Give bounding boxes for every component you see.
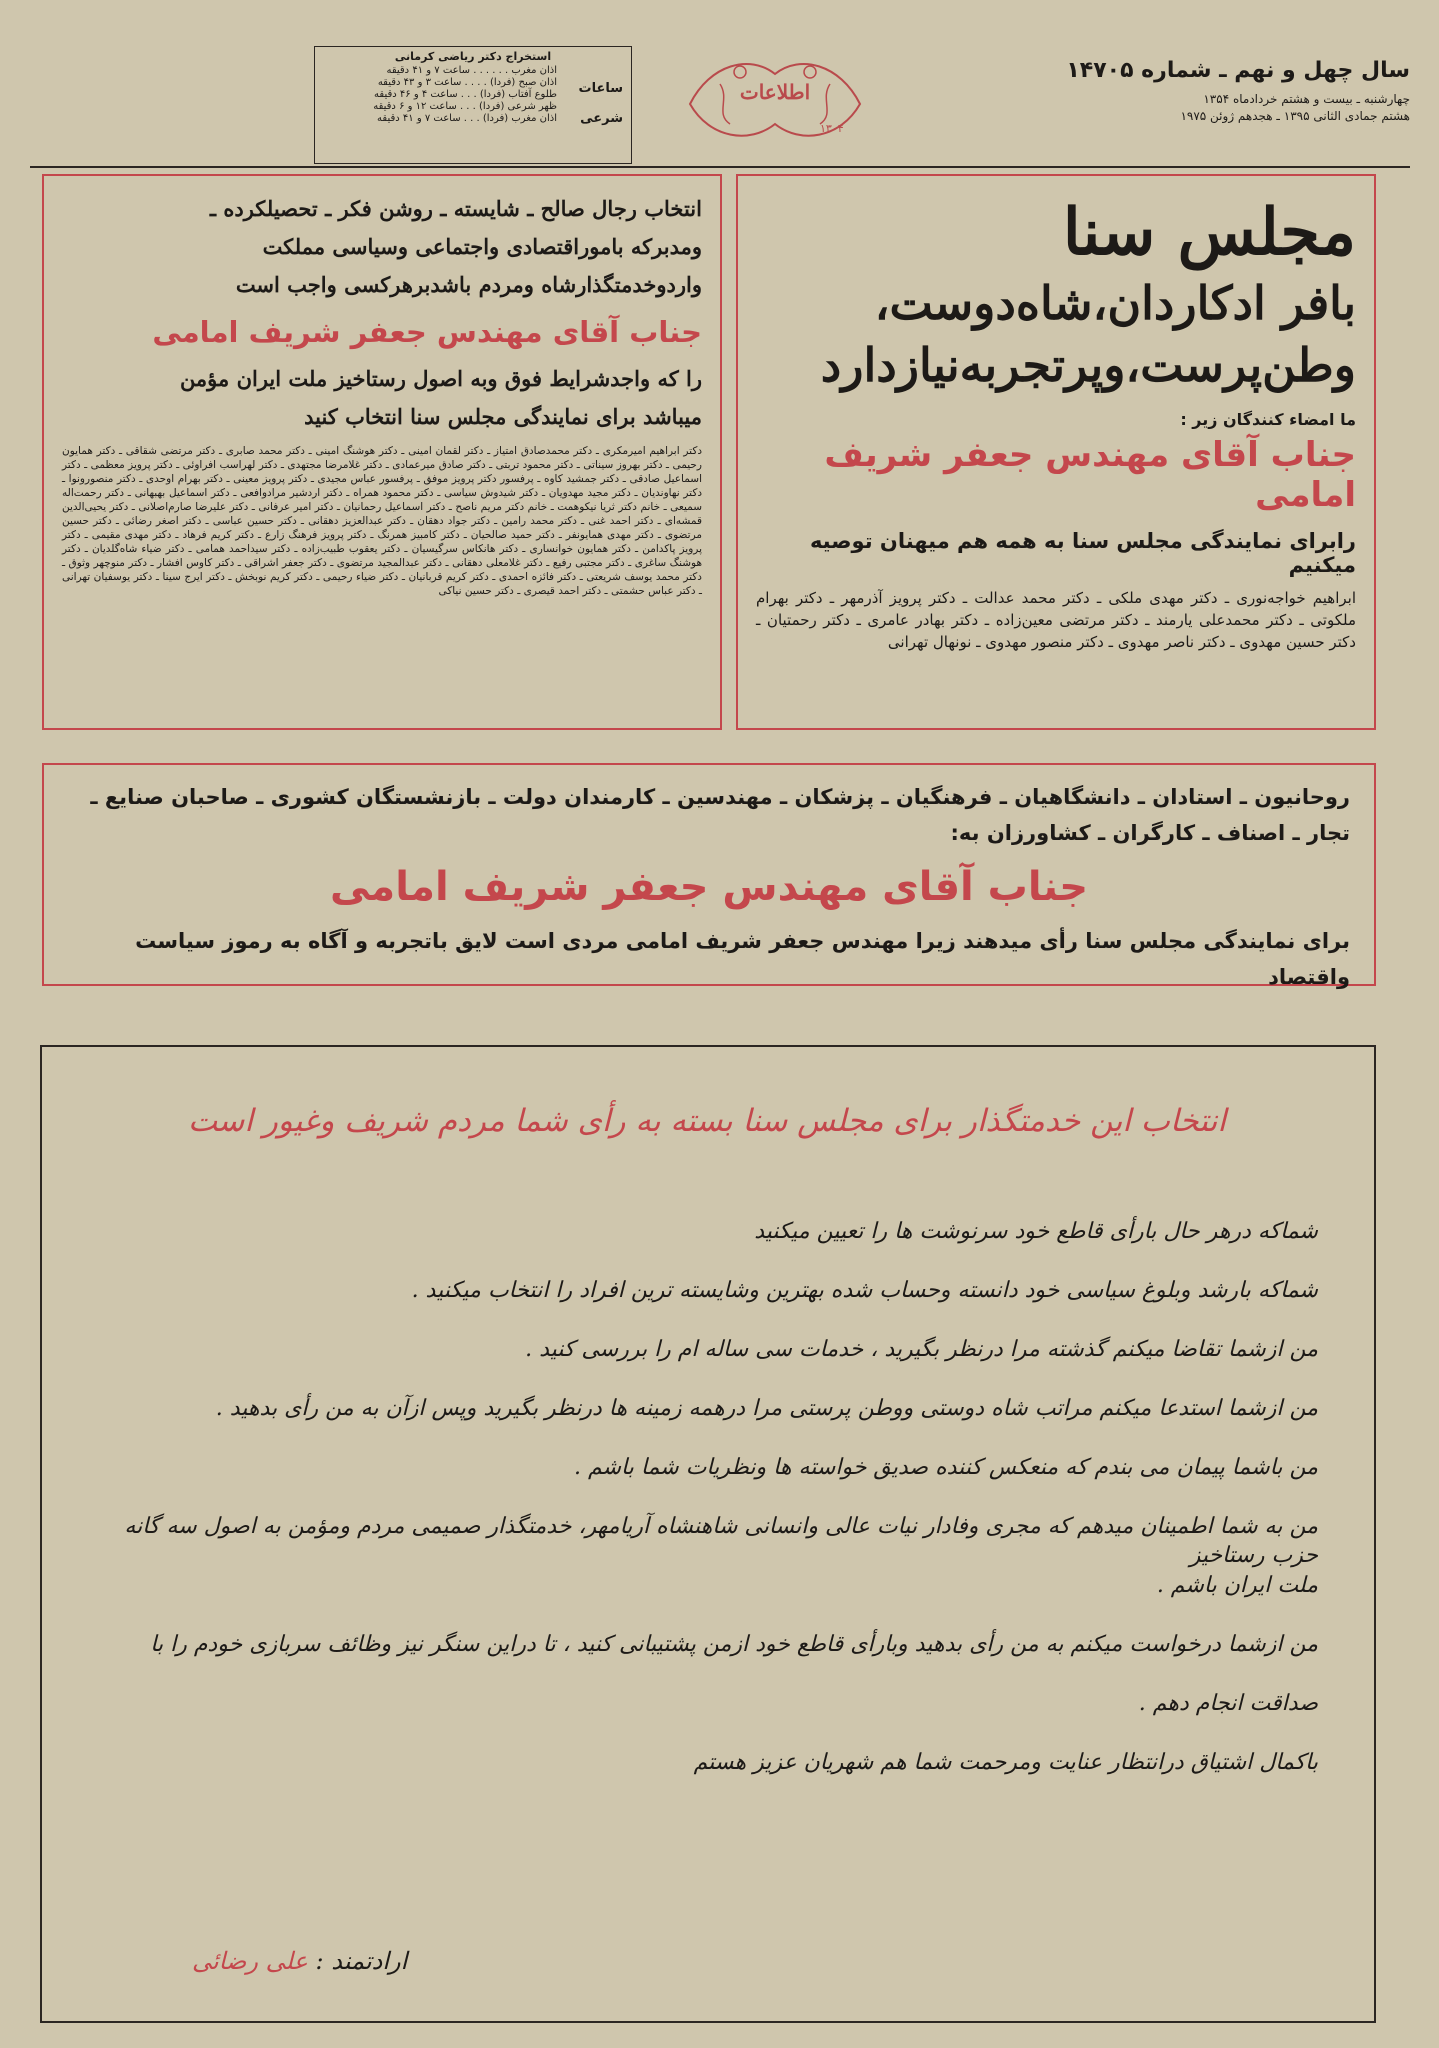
prayer-times-list xyxy=(323,65,623,125)
groups-reason: برای نمایندگی مجلس سنا رأی میدهند زیرا مهندس جعفر شریف امامی مردی است لایق باتجربه و آگاه به رموز سیاست واقتصاد xyxy=(135,929,1350,989)
prayer-times-label-1: ساعات xyxy=(578,81,623,96)
letter-body xyxy=(98,1217,1318,1807)
letter-line: من به شما اطمینان میدهم که مجری وفادار نیات عالی وانسانی شاهنشاه آریامهر، خدمتگذار صمیمی مردم ومؤمن به اصول سه گانه حزب رستاخیز xyxy=(124,1514,1318,1568)
prayer-time-item: طلوع آفتاب (فردا) . . . ساعت ۴ و ۴۶ دقیقه xyxy=(374,89,557,100)
candidate-name: جناب آقای مهندس جعفر شریف امامی xyxy=(152,315,702,349)
masthead xyxy=(30,40,1410,168)
ad-lead-line: ومدبرکه باموراقتصادی واجتماعی وسیاسی مملکت xyxy=(262,234,702,259)
prayer-time-item: اذان صبح (فردا) . . . . ساعت ۳ و ۴۳ دقیقه xyxy=(377,77,557,88)
signatory-list: دکتر ابراهیم امیرمکری ـ دکتر محمدصادق امتیاز ـ دکتر لقمان امینی ـ دکتر هوشنگ امینی ـ دکتر محمد صابری ـ دکتر مرتضی شقاقی ـ دکتر همایون رحیمی ـ دکتر بهروز سیناتی ـ دکتر محمود تربتی ـ دکتر صادق میرعمادی ـ دکتر غلامرضا مجتهدی ـ دکتر لهراسب افراوئی ـ دکتر پرویز معظمی ـ دکتر اسماعیل صادقی ـ دکتر جمشید کاوه ـ پرفسور دکتر پرویز موفق ـ پرفسور عباس مجیدی ـ دکتر پرویز معینی ـ دکتر بهرام اوحدی ـ دکتر منصورونوا ـ دکتر نهاوندیان ـ دکتر مجید مهدویان ـ دکتر شیدوش سیاسی ـ دکتر محمود همراه ـ دکتر اردشیر مرادوافعی ـ دکتر اسماعیل بهبهانی ـ دکتر رحمت‌اله سمیعی ـ خانم دکتر ثریا نیکوهمت ـ خانم دکتر مریم ناصح ـ دکتر اسماعیل رحمانیان ـ دکتر امیر عرفانی ـ دکتر علیرضا صارم‌اصلانی ـ دکتر یحیی‌الدین قمشه‌ای ـ دکتر احمد غنی ـ دکتر محمد رامین ـ دکتر جواد دهقان ـ دکتر عبدالعزیز دهقانی ـ دکتر حسین عباسی ـ دکتر اصغر رضائی ـ دکتر حسین مرتضوی ـ دکتر مهدی همایونفر ـ دکتر حمید صالحیان ـ دکتر کامبیز همرنگ ـ دکتر پرویز فرهنگ زارع ـ دکتر کریم فرهاد ـ دکتر مهدی مقیمی ـ دکتر پرویز پاکدامن ـ دکتر همایون خوانساری ـ دکتر هانکاس سرگیسیان ـ دکتر یعقوب طبیب‌زاده ـ دکتر سیداحمد همامی ـ دکتر ضیاء شاه‌گلدیان ـ دکتر هوشنگ ساغری ـ دکتر مجتبی رفیع ـ دکتر غلامعلی دهقانی ـ دکتر عبدالمجید مرتضوی ـ دکتر جعفر اشراقی ـ دکتر کاوس افشار ـ دکتر منوچهر وثوق ـ دکتر محمد یوسف شریعتی ـ دکتر فائزه احمدی ـ دکتر کریم قربانیان ـ دکتر ضیاء رحیمی ـ دکتر کریم نوبخش ـ دکتر ایرج سینا ـ دکتر یوسفیان تهرانی ـ دکتر عباس حشمتی ـ دکتر احمد قیصری ـ دکتر حسین نیاکی xyxy=(62,445,702,597)
letter-title: انتخاب این خدمتگذار برای مجلس سنا بسته به رأی شما مردم شریف وغیور است xyxy=(187,1103,1227,1139)
issue-info xyxy=(850,58,1410,125)
candidate-name: جناب آقای مهندس جعفر شریف امامی xyxy=(824,435,1356,515)
letter-line: شماکه درهر حال بارأی قاطع خود سرنوشت ها را تعیین میکنید xyxy=(754,1219,1318,1244)
signatory-list: ابراهیم خواجه‌نوری ـ دکتر مهدی ملکی ـ دکتر محمد عدالت ـ دکتر پرویز آذرمهر ـ دکتر بهرام ملکوتی ـ دکتر محمدعلی یارمند ـ دکتر مرتضی معین‌زاده ـ دکتر بهادر عامری ـ دکتر رحمتیان ـ دکتر حسین مهدوی ـ دکتر ناصر مهدوی ـ دکتر منصور مهدوی ـ نونهال تهرانی xyxy=(756,589,1356,651)
senate-headline: مجلس سنا xyxy=(1062,195,1356,270)
signoff-label: ارادتمند : xyxy=(315,1947,408,1975)
letter-line: من ازشما استدعا میکنم مراتب شاه دوستی ووطن پرستی مرا درهمه زمینه ها درنظر بگیرید وپس ازآن به من رأی بدهید . xyxy=(215,1396,1318,1421)
issue-number: سال چهل و نهم ـ شماره ۱۴۷۰۵ xyxy=(1066,58,1410,83)
recommendation: رابرای نمایندگی مجلس سنا به همه هم میهنان توصیه میکنیم xyxy=(809,529,1356,577)
logo-year: ۱۳۰۴ xyxy=(820,122,844,135)
prayer-time-item: اذان مغرب . . . . . . ساعت ۷ و ۴۱ دقیقه xyxy=(386,65,557,76)
letter-line: من ازشما درخواست میکنم به من رأی بدهید وبارأی قاطع خود ازمن پشتیبانی کنید ، تا دراین سنگر نیز وظائف سربازی خودم را با xyxy=(150,1632,1318,1657)
letter-line: باکمال اشتیاق درانتظار عنایت ومرحمت شما هم شهریان عزیز هستم xyxy=(693,1750,1318,1775)
ad-tail-line: میباشد برای نمایندگی مجلس سنا انتخاب کنید xyxy=(304,404,702,429)
handwritten-letter xyxy=(40,1045,1376,2023)
ad-tail-line: را که واجدشرایط فوق وبه اصول رستاخیز ملت ایران مؤمن xyxy=(179,366,702,391)
letter-line: شماکه بارشد وبلوغ سیاسی خود دانسته وحساب شده بهترین وشایسته ترین افراد را انتخاب میکنید . xyxy=(411,1278,1318,1303)
groups-line: تجار ـ اصناف ـ کارگران ـ کشاورزان به: xyxy=(950,821,1350,845)
date-lunar-gregorian: هشتم جمادی الثانی ۱۳۹۵ ـ هجدهم ژوئن ۱۹۷۵ xyxy=(1180,109,1410,123)
ad-lead-line: انتخاب رجال صالح ـ شایسته ـ روشن فکر ـ تحصیلکرده ـ xyxy=(209,196,702,221)
ad-lead-line: واردوخدمتگذارشاه ومردم باشدبرهرکسی واجب است xyxy=(235,272,702,297)
prayer-time-item: ظهر شرعی (فردا) . . . ساعت ۱۲ و ۶ دقیقه xyxy=(373,101,557,112)
letter-signoff xyxy=(192,1947,407,1975)
signoff-name: علی رضائی xyxy=(192,1947,308,1975)
letter-line: ملت ایران باشم . xyxy=(1156,1573,1318,1598)
signers-lead: ما امضاء کنندگان زیر : xyxy=(1180,410,1356,429)
letter-line: من باشما پیمان می بندم که منعکس کننده صدیق خواسته ها ونظریات شما باشم . xyxy=(573,1455,1318,1480)
groups-ad-box xyxy=(42,763,1376,989)
senate-subheadline-1: بافر ادکاردان،شاه‌دوست، xyxy=(874,276,1356,330)
groups-line: روحانیون ـ استادان ـ دانشگاهیان ـ فرهنگیان ـ پزشکان ـ مهندسین ـ کارمندان دولت ـ بازنشستگان کشوری ـ صاحبان صنایع ـ xyxy=(90,785,1350,809)
prayer-times-heading: استخراج دکتر ریاضی کرمانی xyxy=(394,50,552,63)
newspaper-logo xyxy=(670,44,880,152)
logo-title: اطلاعات xyxy=(739,80,811,104)
doctors-ad-box xyxy=(42,174,722,730)
date-persian: چهارشنبه ـ بیست و هشتم خردادماه ۱۳۵۴ xyxy=(1203,92,1410,106)
masthead-divider xyxy=(30,166,1410,168)
prayer-times-label-2: شرعی xyxy=(580,111,623,126)
senate-ad-box xyxy=(736,174,1376,730)
senate-subheadline-2: وطن‌پرست،وپرتجربه‌نیازدارد xyxy=(820,338,1356,392)
prayer-times-box xyxy=(314,46,632,164)
candidate-name: جناب آقای مهندس جعفر شریف امامی xyxy=(329,864,1089,910)
letter-line: صداقت انجام دهم . xyxy=(1138,1691,1318,1716)
prayer-time-item: اذان مغرب (فردا) . . . ساعت ۷ و ۴۱ دقیقه xyxy=(377,113,557,124)
letter-line: من ازشما تقاضا میکنم گذشته مرا درنظر بگیرید ، خدمات سی ساله ام را بررسی کنید . xyxy=(525,1337,1318,1362)
